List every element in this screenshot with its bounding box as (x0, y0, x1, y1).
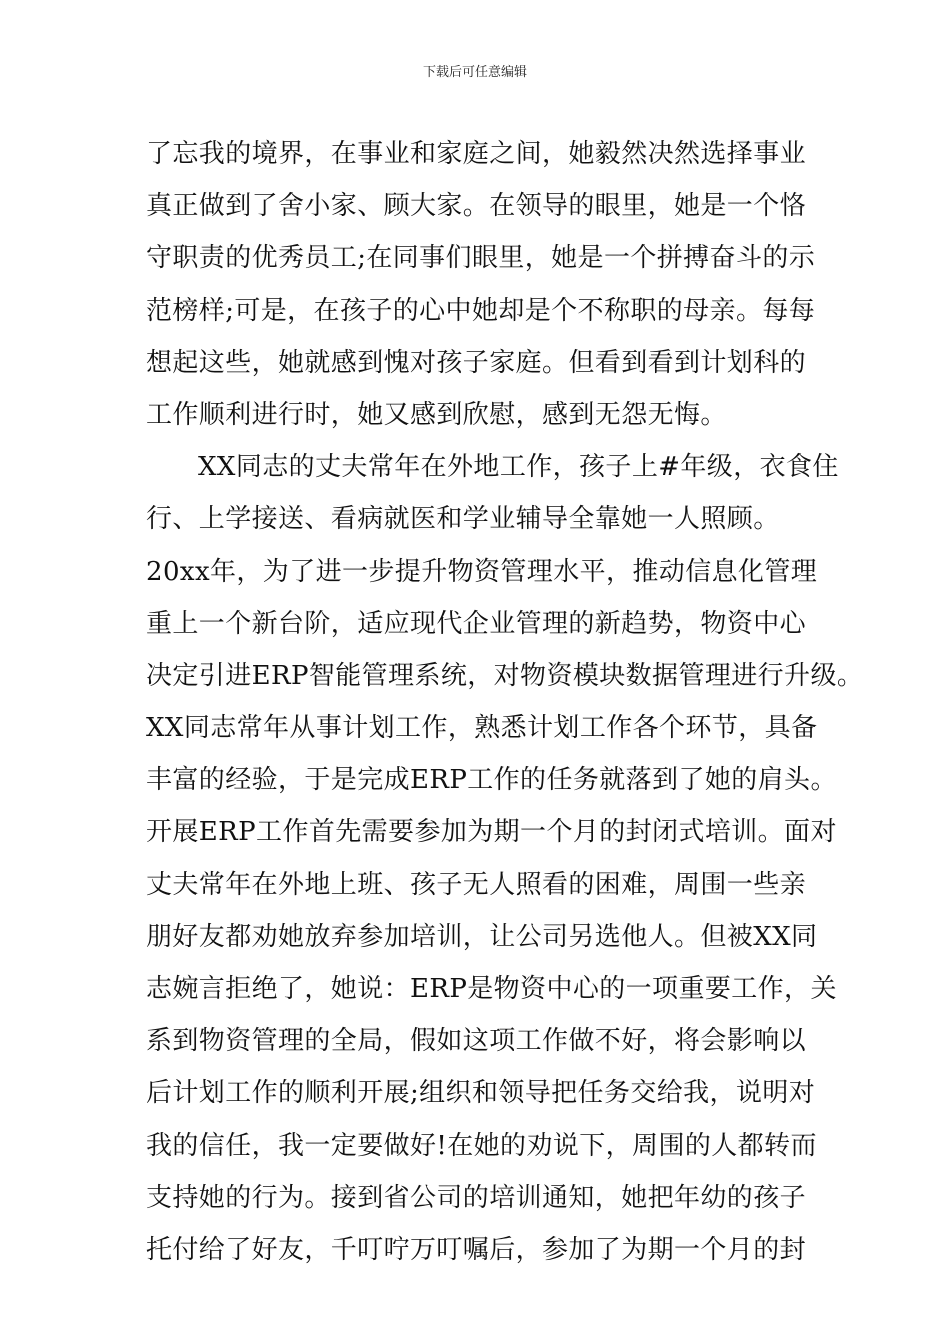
text-line: 丰富的经验，于是完成ERP工作的任务就落到了她的肩头。 (146, 765, 837, 796)
text-line: 朋好友都劝她放弃参加培训，让公司另选他人。但被XX同 (146, 921, 818, 952)
text-line: 开展ERP工作首先需要参加为期一个月的封闭式培训。面对 (146, 817, 837, 848)
text-line: 志婉言拒绝了，她说：ERP是物资中心的一项重要工作，关 (146, 974, 837, 1004)
text-line: 重上一个新台阶，适应现代企业管理的新趋势，物资中心 (146, 608, 807, 639)
text-line: 行、上学接送、看病就医和学业辅导全靠她一人照顾。 (146, 504, 780, 535)
text-line: 支持她的行为。接到省公司的培训通知，她把年幼的孩子 (146, 1182, 807, 1213)
text-line: 丈夫常年在外地上班、孩子无人照看的困难，周围一些亲 (146, 869, 807, 900)
text-line: 我的信任，我一定要做好!在她的劝说下，周围的人都转而 (146, 1130, 817, 1161)
page-header: 下载后可任意编辑 (422, 65, 527, 80)
paragraph-first-line: XX同志的丈夫常年在外地工作，孩子上#年级，衣食住 (198, 452, 839, 483)
document-body (146, 128, 864, 1276)
text-line: 守职责的优秀员工;在同事们眼里，她是一个拼搏奋斗的示 (146, 243, 816, 274)
text-line: 工作顺利进行时，她又感到欣慰，感到无怨无悔。 (146, 399, 727, 430)
text-line: 了忘我的境界，在事业和家庭之间，她毅然决然选择事业 (146, 139, 807, 169)
text-line: 想起这些，她就感到愧对孩子家庭。但看到看到计划科的 (146, 347, 807, 378)
text-line: 托付给了好友，千叮咛万叮嘱后，参加了为期一个月的封 (146, 1234, 807, 1265)
text-line: 真正做到了舍小家、顾大家。在领导的眼里，她是一个恪 (146, 191, 807, 222)
text-line: 决定引进ERP智能管理系统，对物资模块数据管理进行升级。 (146, 660, 864, 691)
text-line: 后计划工作的顺利开展;组织和领导把任务交给我，说明对 (146, 1078, 816, 1109)
text-line: 20xx年，为了进一步提升物资管理水平，推动信息化管理 (146, 556, 818, 587)
text-line: 系到物资管理的全局，假如这项工作做不好，将会影响以 (146, 1026, 807, 1057)
text-line: XX同志常年从事计划工作，熟悉计划工作各个环节，具备 (146, 713, 818, 744)
text-line: 范榜样;可是，在孩子的心中她却是个不称职的母亲。每每 (146, 295, 816, 326)
